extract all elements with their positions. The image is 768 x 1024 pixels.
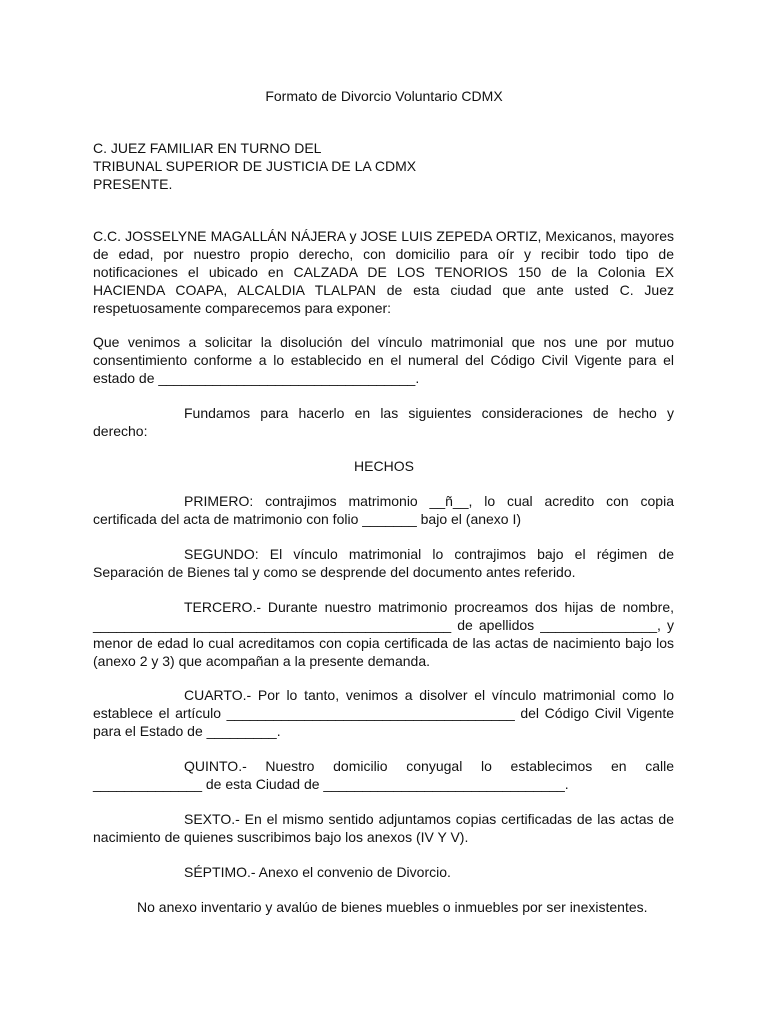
fact-tercero: TERCERO.- Durante nuestro matrimonio procreamos dos hijas de nombre, ______________________________________________ de apellidos _______________, y menor de edad lo cual acreditamos con copia certificada de las actas de nacimiento bajo los (anexo 2 y 3) que acompañan a la presente demanda. [93, 599, 674, 669]
addressee-line-3: PRESENTE. [93, 176, 173, 192]
addressee-block [93, 139, 416, 193]
fact-septimo: SÉPTIMO.- Anexo el convenio de Divorcio. [184, 864, 451, 880]
hechos-heading: HECHOS [354, 458, 414, 474]
document-title: Formato de Divorcio Voluntario CDMX [265, 88, 503, 104]
fact-segundo: SEGUNDO: El vínculo matrimonial lo contrajimos bajo el régimen de Separación de Bienes tal y como se desprende del documento antes referido. [93, 546, 674, 580]
closing-statement: No anexo inventario y avalúo de bienes muebles o inmuebles por ser inexistentes. [137, 899, 648, 915]
addressee-line-1: C. JUEZ FAMILIAR EN TURNO DEL [93, 140, 322, 156]
fact-primero: PRIMERO: contrajimos matrimonio __ñ__, lo cual acredito con copia certificada del acta de matrimonio con folio _______ bajo el (anexo I) [93, 493, 674, 527]
intro-paragraph: C.C. JOSSELYNE MAGALLÁN NÁJERA y JOSE LUIS ZEPEDA ORTIZ, Mexicanos, mayores de edad, por nuestro propio derecho, con domicilio para oír y recibir todo tipo de notificaciones el ubicado en CALZADA DE LOS TENORIOS 150 de la Colonia EX HACIENDA COAPA, ALCALDIA TLALPAN de esta ciudad que ante usted C. Juez respetuosamente comparecemos para exponer: [93, 228, 674, 316]
fact-sexto: SEXTO.- En el mismo sentido adjuntamos copias certificadas de las actas de nacimiento de quienes suscribimos bajo los anexos (IV Y V). [93, 811, 674, 845]
request-paragraph: Que venimos a solicitar la disolución del vínculo matrimonial que nos une por mutuo consentimiento conforme a lo establecido en el numeral del Código Civil Vigente para el estado de _________________________________. [93, 334, 674, 386]
grounds-paragraph: Fundamos para hacerlo en las siguientes consideraciones de hecho y derecho: [93, 405, 674, 439]
fact-cuarto: CUARTO.- Por lo tanto, venimos a disolver el vínculo matrimonial como lo establece el artículo _____________________________________ del Código Civil Vigente para el Estado de _________. [93, 687, 674, 739]
fact-quinto: QUINTO.- Nuestro domicilio conyugal lo establecimos en calle ______________ de esta Ciudad de _______________________________. [93, 758, 674, 792]
addressee-line-2: TRIBUNAL SUPERIOR DE JUSTICIA DE LA CDMX [93, 158, 417, 174]
